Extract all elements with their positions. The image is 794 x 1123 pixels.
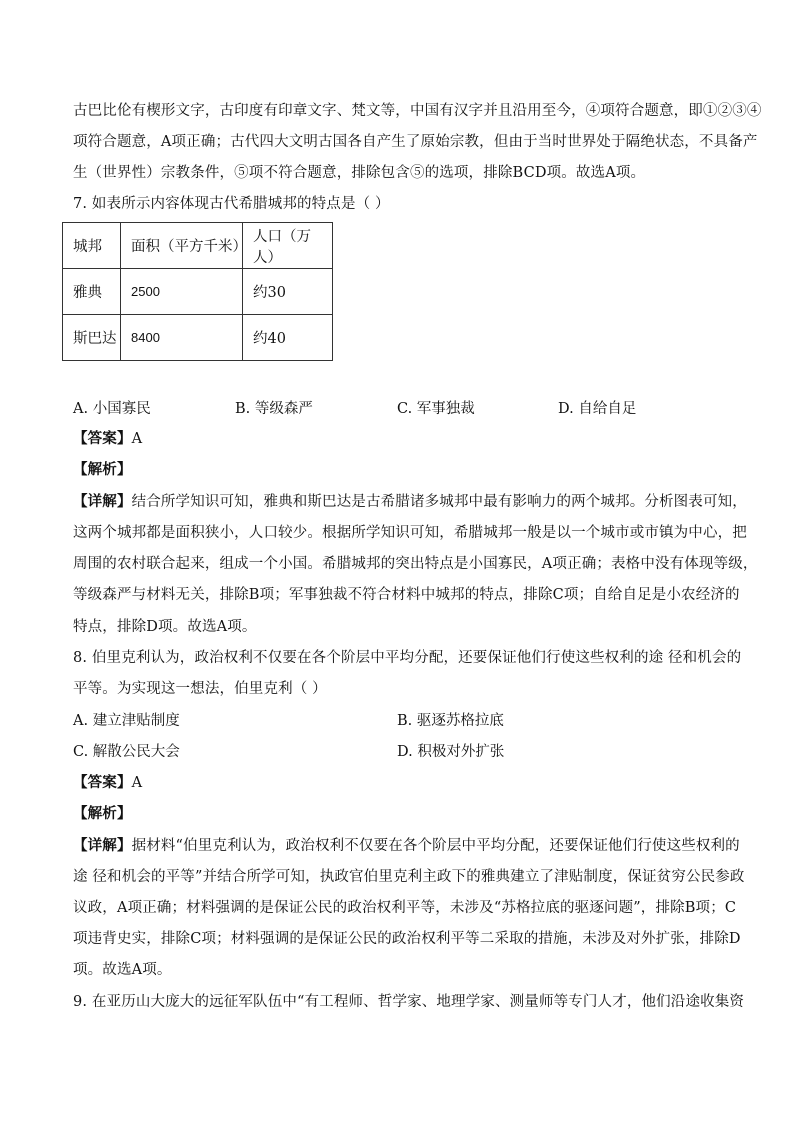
- table-cell: 雅典: [63, 269, 121, 315]
- option-a: A. 小国寡民: [73, 401, 151, 417]
- question-8-stem: 8. 伯里克利认为，政治权利不仅要在各个阶层中平均分配，还要保证他们行使这些权利的途 径和机会的: [73, 650, 742, 666]
- option-c: C. 解散公民大会: [73, 744, 180, 760]
- table-row: [63, 315, 333, 361]
- answer-value: A: [131, 431, 143, 447]
- option-b: B. 等级森严: [235, 401, 313, 417]
- detail-text: 结合所学知识可知，雅典和斯巴达是古希腊诸多城邦中最有影响力的两个城邦。分析图表可知，: [131, 494, 747, 510]
- analysis-label: 【解析】: [73, 461, 132, 478]
- detail-line: 周围的农村联合起来，组成一个小国。希腊城邦的突出特点是小国寡民，A项正确；表格中没有体现等级，: [73, 556, 758, 572]
- city-state-table: [62, 222, 333, 361]
- answer-tag: 【答案】: [73, 774, 132, 791]
- question-8-stem: 平等。为实现这一想法，伯里克利（ ）: [73, 681, 327, 697]
- table-header-row: [63, 223, 333, 269]
- table-cell: 2500: [121, 269, 243, 315]
- analysis-label: 【解析】: [73, 805, 132, 822]
- answer-line: [73, 773, 733, 793]
- detail-text: 据材料“伯里克利认为，政治权利不仅要在各个阶层中平均分配，还要保证他们行使这些权利的: [131, 838, 740, 854]
- question-9-stem: 9. 在亚历山大庞大的远征军队伍中“有工程师、哲学家、地理学家、测量师等专门人才，他们沿途收集资: [73, 994, 745, 1010]
- table-header-cell: 面积（平方千米）: [121, 223, 243, 269]
- table-cell: 斯巴达: [63, 315, 121, 361]
- paragraph-line: 生（世界性）宗教条件，⑤项不符合题意，排除包含⑤的选项，排除BCD项。故选A项。: [73, 165, 646, 181]
- detail-tag: 【详解】: [73, 837, 132, 854]
- answer-tag: 【答案】: [73, 430, 132, 447]
- detail-line: 途 径和机会的平等”并结合所学可知，执政官伯里克利主政下的雅典建立了津贴制度，保证贫穷公民参政: [73, 869, 745, 885]
- answer-line: [73, 429, 733, 449]
- table-cell: 8400: [121, 315, 243, 361]
- option-d: D. 积极对外扩张: [397, 744, 505, 760]
- detail-line: 这两个城邦都是面积狭小，人口较少。根据所学知识可知，希腊城邦一般是以一个城市或市镇为中心，把: [73, 525, 747, 541]
- option-a: A. 建立津贴制度: [73, 713, 180, 729]
- detail-line: [73, 492, 747, 512]
- table-row: [63, 269, 333, 315]
- table-cell: 约40: [243, 315, 333, 361]
- analysis-tag: [73, 460, 733, 480]
- paragraph-line: 古巴比伦有楔形文字，古印度有印章文字、梵文等，中国有汉字并且沿用至今，④项符合题意，即①②③④: [73, 103, 762, 119]
- detail-line: 项违背史实，排除C项；材料强调的是保证公民的政治权利平等二采取的措施，未涉及对外扩张，排除D: [73, 931, 741, 947]
- question-7-stem: 7. 如表所示内容体现古代希腊城邦的特点是（ ）: [73, 196, 390, 212]
- paragraph-line: 项符合题意，A项正确；古代四大文明古国各自产生了原始宗教，但由于当时世界处于隔绝状态，不具备产: [73, 134, 758, 150]
- detail-line: [73, 836, 740, 856]
- detail-line: 特点，排除D项。故选A项。: [73, 619, 257, 635]
- table-cell: 约30: [243, 269, 333, 315]
- detail-line: 项。故选A项。: [73, 962, 172, 978]
- detail-line: 等级森严与材料无关，排除B项；军事独裁不符合材料中城邦的特点，排除C项；自给自足是小农经济的: [73, 587, 740, 603]
- analysis-tag: [73, 804, 733, 824]
- option-d: D. 自给自足: [558, 401, 637, 417]
- answer-value: A: [131, 775, 143, 791]
- table-header-cell: 人口（万人）: [243, 223, 333, 269]
- option-c: C. 军事独裁: [397, 401, 475, 417]
- table-header-cell: 城邦: [63, 223, 121, 269]
- detail-line: 议政，A项正确；材料强调的是保证公民的政治权利平等，未涉及“苏格拉底的驱逐问题”，排除B项；C: [73, 900, 737, 916]
- option-b: B. 驱逐苏格拉底: [397, 713, 504, 729]
- detail-tag: 【详解】: [73, 493, 132, 510]
